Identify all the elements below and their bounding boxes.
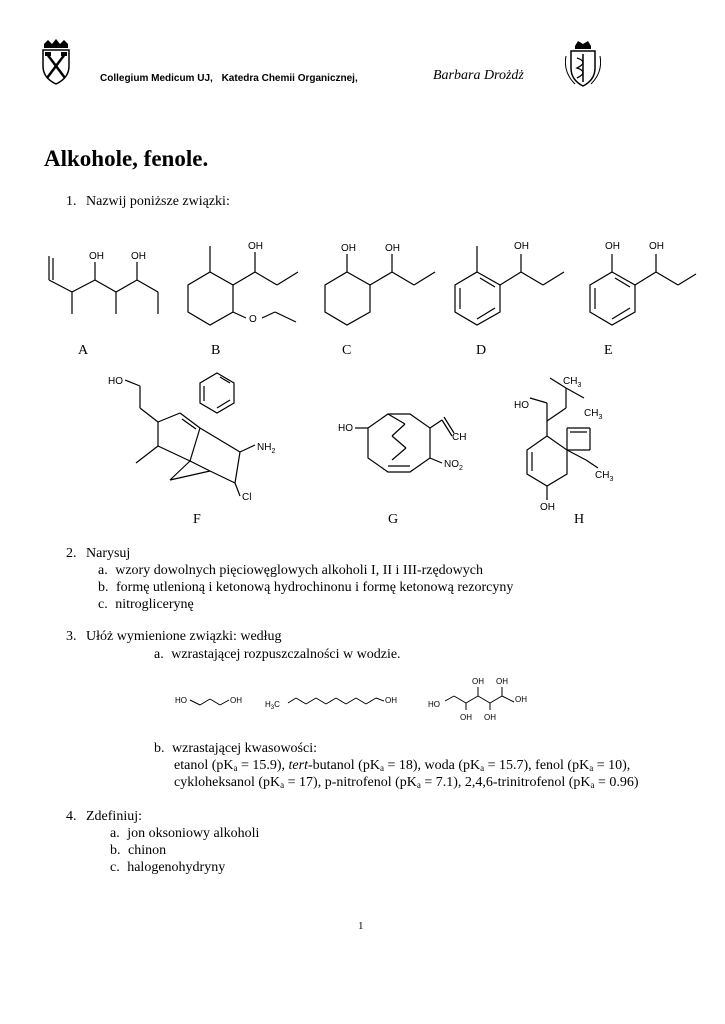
h-ch3-label-3: $CH_3$ (595, 470, 614, 483)
page-title: Alkohole, fenole. (44, 146, 209, 171)
structures-row-1 (40, 236, 700, 346)
f-nh2-label: $NH_2$ (257, 442, 276, 455)
q2-item-a-letter: a. (98, 563, 108, 578)
label-e: E (604, 343, 613, 358)
sol-3-oh-label-3: OH (472, 677, 484, 686)
q4-item-a-text: jon oksoniowy alkoholi (127, 826, 260, 841)
q3-number: 3. (66, 629, 77, 644)
c-oh-label-2: OH (385, 243, 400, 254)
q4-item-a-letter: a. (110, 826, 120, 841)
acidity-line-2: cykloheksanol $(pK_a = 17)$, p-nitrofenol $(pK_a = 7.1)$, 2,4,6-trinitrofenol $(pK_a = 0.96)$ (174, 775, 639, 790)
h-ho-label: HO (514, 400, 529, 411)
structure-b (188, 246, 298, 325)
q2-item-c-letter: c. (98, 597, 108, 612)
h-ch3-label-2: $CH_3$ (584, 408, 603, 421)
label-f: F (193, 512, 201, 527)
sol-3-oh-label-5: OH (515, 695, 527, 704)
f-ho-label: HO (108, 376, 123, 387)
structure-d (455, 246, 564, 325)
q4-number: 4. (66, 809, 77, 824)
q2-item-a-text: wzory dowolnych pięciowęglowych alkoholi I, II i III-rzędowych (115, 563, 483, 578)
solubility-structures (170, 670, 550, 730)
page-number: 1 (358, 920, 364, 932)
sol-1-ho-label: HO (175, 696, 187, 705)
q2-item-b-letter: b. (98, 580, 109, 595)
left-logo-crest-icon (38, 38, 74, 86)
structure-a (49, 256, 158, 314)
acidity-line-1: etanol $(pK_a = 15.9)$, tert-butanol $(pK_a = 18)$, woda $(pK_a = 15.7)$, fenol $(pK_a = 10)$, (174, 758, 631, 773)
e-oh-label-2: OH (649, 241, 664, 252)
b-o-label: O (249, 314, 257, 325)
a-oh-label-1: OH (89, 251, 104, 262)
structure-h (527, 378, 598, 500)
e-oh-label-1: OH (605, 241, 620, 252)
q2-item-c-text: nitroglicerynę (115, 597, 194, 612)
sol-2-h3c-label: $H_3C$ (265, 700, 280, 711)
q3-item-b-text: wzrastającej kwasowości: (172, 741, 317, 756)
sol-3-ho-label: HO (428, 700, 440, 709)
f-cl-label: Cl (242, 492, 252, 503)
label-c: C (342, 343, 352, 358)
q4-item-b-text: chinon (128, 843, 167, 858)
sol-2-oh-label: OH (385, 696, 397, 705)
label-b: B (211, 343, 221, 358)
header-department: Katedra Chemii Organicznej, (221, 73, 358, 84)
structure-c (325, 254, 435, 325)
header-institution: Collegium Medicum UJ, (100, 73, 213, 84)
structure-e (590, 254, 696, 325)
q3-item-b-letter: b. (154, 741, 165, 756)
label-h: H (574, 512, 585, 527)
label-a: A (78, 343, 89, 358)
b-oh-label: OH (248, 241, 263, 252)
q2-text: Narysuj (86, 546, 131, 561)
q3-item-a-text: wzrastającej rozpuszczalności w wodzie. (171, 647, 401, 662)
sol-3-oh-label-2: OH (484, 713, 496, 722)
sol-3-oh-label-4: OH (496, 677, 508, 686)
q3-item-a-letter: a. (154, 647, 164, 662)
q4-text: Zdefiniuj: (86, 809, 142, 824)
sol-1-oh-label: OH (230, 696, 242, 705)
d-oh-label: OH (514, 241, 529, 252)
g-ho-label: HO (338, 423, 353, 434)
structures-row-2 (100, 368, 640, 518)
h-ch3-label-1: $CH_3$ (563, 376, 582, 389)
structure-g (355, 414, 454, 472)
q2-number: 2. (66, 546, 77, 561)
label-d: D (476, 343, 487, 358)
q1-text: Nazwij poniższe związki: (86, 194, 230, 209)
g-ch-label: CH (452, 432, 467, 443)
q4-item-c-letter: c. (110, 860, 120, 875)
structure-f (125, 373, 255, 496)
h-oh-label: OH (540, 502, 555, 513)
sol-3-oh-label-1: OH (460, 713, 472, 722)
g-no2-label: $NO_2$ (444, 459, 463, 472)
a-oh-label-2: OH (131, 251, 146, 262)
q3-text: Ułóż wymienione związki: według (86, 629, 282, 644)
q4-item-b-letter: b. (110, 843, 121, 858)
q1-number: 1. (66, 194, 77, 209)
right-logo-crest-icon (565, 38, 601, 88)
q4-item-c-text: halogenohydryny (127, 860, 226, 875)
label-g: G (388, 512, 399, 527)
c-oh-label-1: OH (341, 243, 356, 254)
header-author: Barbara Drożdż (433, 68, 524, 83)
q2-item-b-text: formę utlenioną i ketonową hydrochinonu i formę ketonową rezorcyny (116, 580, 514, 595)
